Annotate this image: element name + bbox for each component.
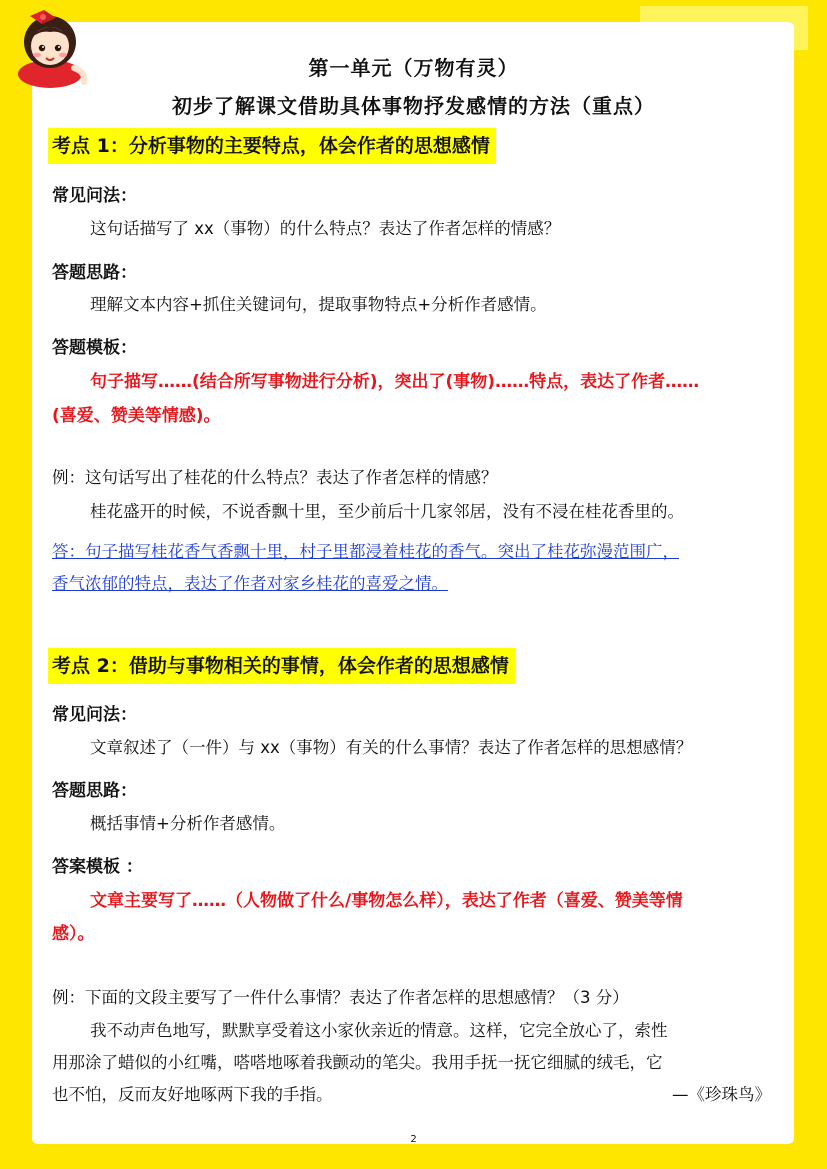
point-1-template-line-1: 句子描写……(结合所写事物进行分析)，突出了(事物)……特点，表达了作者…… — [90, 372, 700, 392]
point-2-heading: 考点 2：借助与事物相关的事情，体会作者的思想感情 — [48, 648, 515, 684]
passage-source: —《珍珠鸟》 — [672, 1085, 771, 1104]
point-1-answer-line-1: 答：句子描写桂花香气香飘十里，村子里都浸着桂花的香气。突出了桂花弥漫范围广， — [52, 542, 679, 561]
point-2-template-line-2: 感）。 — [52, 924, 95, 944]
point-2-passage-line-2: 用那涂了蜡似的小红嘴，嗒嗒地啄着我颤动的笔尖。我用手抚一抚它细腻的绒毛，它 — [52, 1053, 663, 1072]
point-2-question-text: 文章叙述了（一件）与 xx（事物）有关的什么事情？表达了作者怎样的思想感情？ — [90, 738, 693, 757]
point-1-template-line-2: (喜爱、赞美等情感)。 — [52, 406, 221, 426]
point-1-approach-text: 理解文本内容+抓住关键词句，提取事物特点+分析作者感情。 — [90, 295, 547, 314]
unit-title: 第一单元（万物有灵） — [308, 56, 519, 80]
point-2-passage-line-3: 也不怕，反而友好地啄两下我的手指。 — [52, 1085, 333, 1104]
point-1-example-text: 桂花盛开的时候，不说香飘十里，至少前后十几家邻居，没有不浸在桂花香里的。 — [90, 502, 684, 521]
unit-subtitle: 初步了解课文借助具体事物抒发感情的方法（重点） — [172, 94, 655, 118]
point-1-approach-label: 答题思路： — [52, 263, 137, 283]
point-2-approach-text: 概括事情+分析作者感情。 — [90, 814, 286, 833]
point-1-question-text: 这句话描写了 xx（事物）的什么特点？表达了作者怎样的情感？ — [90, 219, 561, 238]
point-1-example-question: 例：这句话写出了桂花的什么特点？表达了作者怎样的情感？ — [52, 468, 498, 487]
point-2-approach-label: 答题思路： — [52, 781, 137, 801]
point-1-answer-line-2: 香气浓郁的特点，表达了作者对家乡桂花的喜爱之情。 — [52, 574, 448, 593]
point-1-heading: 考点 1：分析事物的主要特点，体会作者的思想感情 — [48, 128, 496, 164]
point-2-example-question: 例：下面的文段主要写了一件什么事情？表达了作者怎样的思想感情？（3 分） — [52, 988, 629, 1007]
point-2-template-line-1: 文章主要写了……（人物做了什么/事物怎么样），表达了作者（喜爱、赞美等情 — [90, 891, 683, 911]
point-2-template-label: 答案模板 ： — [52, 857, 143, 877]
page-number: 2 — [410, 1134, 417, 1145]
point-1-template-label: 答题模板： — [52, 338, 137, 358]
point-2-question-label: 常见问法： — [52, 705, 137, 725]
point-2-passage-line-1: 我不动声色地写，默默享受着这小家伙亲近的情意。这样，它完全放心了，索性 — [90, 1021, 668, 1040]
point-1-question-label: 常见问法： — [52, 186, 137, 206]
